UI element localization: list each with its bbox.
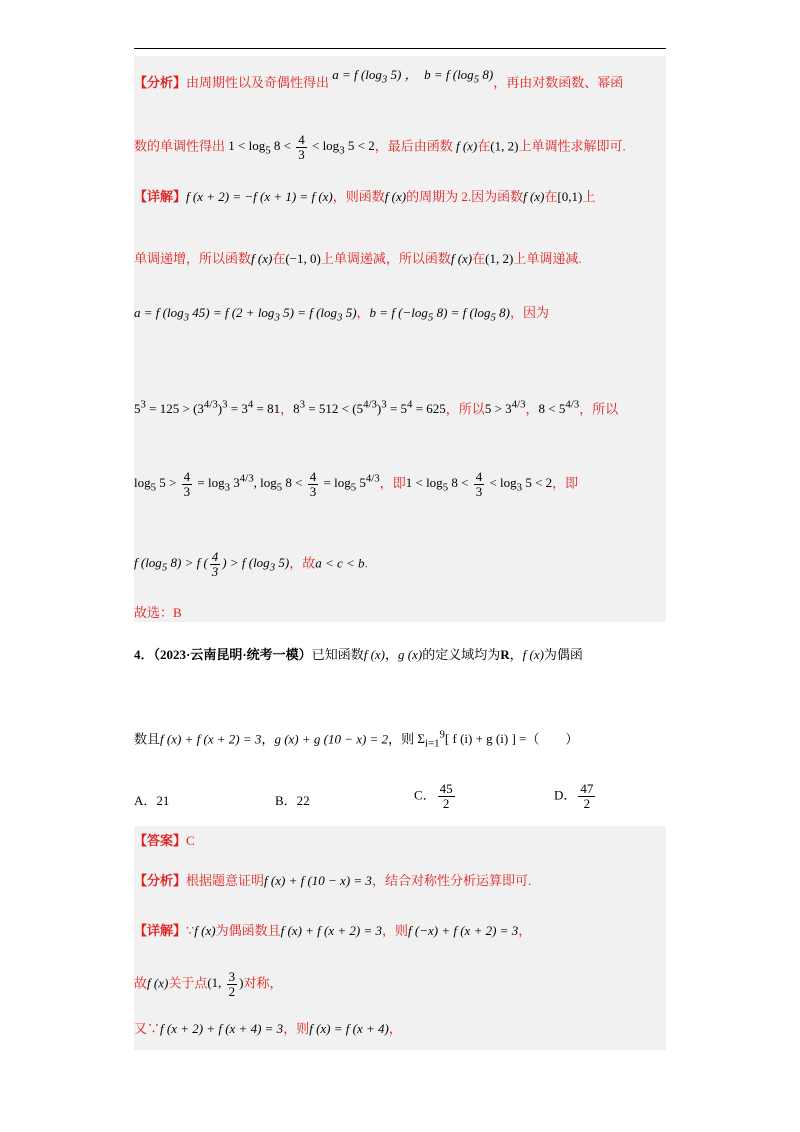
option-a[interactable]: A．21 [134, 793, 170, 808]
detail-tag-2: 【详解】 [134, 923, 187, 938]
question-source: （2023·云南昆明·统考一模） [153, 647, 312, 662]
sol3-detail-line5: $\log_5 5$ > $\frac{4}{3}$ = $\log_3 3^{4/3}$, $\log_5 8$ < $\frac{4}{3}$ = $\log_5 5^{4/3}$，即$1 < \log_5 8$ < $\frac{4}{3}$ < $\log_3 5 < 2$，即 [134, 469, 579, 499]
sol3-detail-line3: a = f ($\log_3$ 45) = f $(2 + \log_3 5) = f$ ($\log_3$ 5)，b = f ($-\log_5$ 8) = f ($\log_5$ 8)，因为 [134, 305, 550, 324]
detail-tag: 【详解】 [134, 189, 187, 204]
header-rule [134, 48, 666, 49]
sol3-analysis-line1 [134, 67, 666, 97]
math-f-interval: f (x) [455, 138, 478, 154]
sol3-detail-line6: f ($\log_5$ 8) > f ( $\frac{4}{3}$ ) > f ($\log_3$ 5)，故a < c < b. [134, 549, 368, 579]
sol4-detail-line1: 【详解】∵f (x)为偶函数且f (x) + f (x + 2) = 3，则f (−x) + f (x + 2) = 3， [134, 923, 532, 938]
detail-text-3: ，因为 [510, 305, 550, 320]
sol4-detail-line2: 故f (x)关于点(1, $\frac{3}{2}$ )对称， [134, 969, 283, 999]
math-a-b: a = f ($\log_3$ 5) ， b = f ($\log_5$ 8) [332, 67, 494, 86]
math-inequality: $1 < \log_5 8$ < $\frac{4}{3}$ < $\log_3 5 < 2$ [228, 132, 375, 162]
analysis-tag: 【分析】 [134, 75, 187, 90]
sol4-analysis: 【分析】根据题意证明f (x) + f (10 − x) = 3，结合对称性分析运算即可. [134, 873, 532, 888]
sol3-analysis-line2: 数的单调性得出 $1 < \log_5 8$ < $\frac{4}{3}$ < $\log_3 5 < 2$，最后由函数 f (x)在(1, 2)上单调性求解即可. [134, 132, 626, 162]
question-number: 4． [134, 647, 154, 662]
sol3-detail-line1: 【详解】f (x + 2) = −f (x + 1) = f (x)，则函数f (x)的周期为 2.因为函数f (x)在[0,1)上 [134, 189, 596, 204]
sol3-answer: 故选：B [134, 605, 182, 620]
q4-line2: 数且f (x) + f (x + 2) = 3，g (x) + g (10 − x) = 2，则 $\Sigma_{i=1}^9$[ f (i) + g (i) ] =（ ） [134, 729, 579, 750]
analysis-text-4: ，最后由函数 [374, 138, 453, 154]
analysis-text-3: 数的单调性得出 [134, 138, 226, 154]
option-b[interactable]: B．22 [275, 793, 310, 808]
sol4-detail-line3: 又∵f (x + 2) + f (x + 4) = 3，则f (x) = f (x + 4)， [134, 1021, 402, 1036]
sol3-detail-line4: $5^3 = 125 > (3^{4/3})^3 = 3^4 = 81$，$8^3 = 512 < (5^{4/3})^3 = 5^4 = 625$，所以$5 > 3^{4/3}$，$8 < 5^{4/3}$，所以 [134, 399, 619, 417]
analysis-text: 由周期性以及奇偶性得出 [186, 75, 330, 90]
analysis-text-2: ，再由对数函数、幂函 [493, 75, 624, 90]
sol4-answer [134, 832, 666, 850]
sol3-detail-line2: 单调递增，所以函数f (x)在(−1, 0)上单调递减，所以函数f (x)在(1, 2)上单调递减. [134, 251, 582, 266]
answer-tag: 【答案】 [134, 833, 187, 848]
q4-line1: 4．（2023·云南昆明·统考一模）已知函数f (x)，g (x)的定义域均为R，f (x)为偶函 [134, 647, 583, 662]
analysis-text-5: 上单调性求解即可. [518, 138, 626, 154]
option-c[interactable]: C． $\frac{45}{2}$ [414, 781, 453, 811]
answer-value: C [186, 833, 195, 848]
analysis-tag-2: 【分析】 [134, 873, 187, 888]
option-d[interactable]: D． $\frac{47}{2}$ [554, 781, 594, 811]
